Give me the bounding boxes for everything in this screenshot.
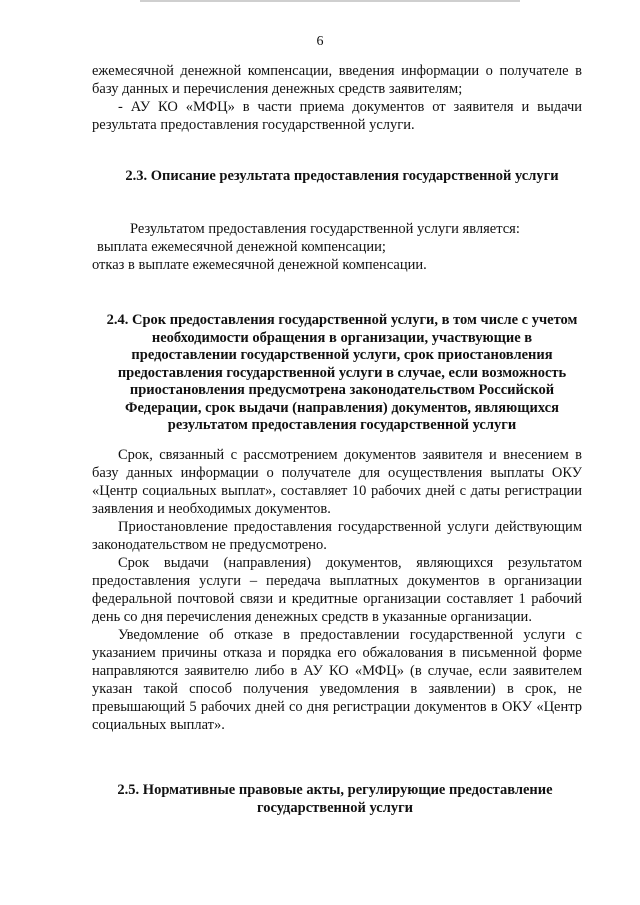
term-paragraph-2: Приостановление предоставления государственной услуги действующим законодательством не предусмотрено. xyxy=(92,519,582,553)
section-2-3-body xyxy=(92,220,582,274)
intro-line-1: ежемесячной денежной компенсации, введения информации о получателе в базу данных и перечисления денежных средств заявителям; xyxy=(92,63,582,97)
section-2-4-body xyxy=(92,446,582,734)
page-number: 6 xyxy=(316,34,324,49)
section-2-5-heading: 2.5. Нормативные правовые акты, регулирующие предоставление государственной услуги xyxy=(117,782,553,816)
intro-line-2: - АУ КО «МФЦ» в части приема документов от заявителя и выдачи результата предоставления государственной услуги. xyxy=(92,99,582,133)
result-item-1: выплата ежемесячной денежной компенсации; xyxy=(97,239,386,255)
result-lead: Результатом предоставления государственной услуги является: xyxy=(130,221,520,237)
term-paragraph-4: Уведомление об отказе в предоставлении государственной услуги с указанием причины отказа и порядка его обжалования в письменной форме направляются заявителю либо в АУ КО «МФЦ» (в случае, если заявителем указан такой способ получения уведомления в заявлении) в срок, не превышающий 5 рабочих дней со дня регистрации документов в ОКУ «Центр социальных выплат». xyxy=(92,627,582,733)
section-2-4-heading: 2.4. Срок предоставления государственной услуги, в том числе с учетом необходимости обращения в организации, участвующие в предоставлении государственной услуги, срок приостановления предоставления государственной услуги в случае, если возможность приостановления предусмотрена законодательством Российской Федерации, срок выдачи (направления) документов, являющихся результатом предоставления государственной услуги xyxy=(106,312,578,433)
term-paragraph-3: Срок выдачи (направления) документов, являющихся результатом предоставления услуги – передача выплатных документов в организации федеральной почтовой связи и кредитные организации составляет 1 рабочий день со дня перечисления денежных средств в указанные организации. xyxy=(92,555,582,625)
term-paragraph-1: Срок, связанный с рассмотрением документов заявителя и внесением в базу данных информации о получателе для осуществления выплаты ОКУ «Центр социальных выплат», составляет 10 рабочих дней с даты регистрации заявления и необходимых документов. xyxy=(92,447,582,517)
result-item-2: отказ в выплате ежемесячной денежной компенсации. xyxy=(92,257,427,273)
scan-edge-line xyxy=(140,0,520,2)
intro-paragraph xyxy=(92,62,582,134)
section-2-3-heading: 2.3. Описание результата предоставления государственной услуги xyxy=(125,168,559,184)
